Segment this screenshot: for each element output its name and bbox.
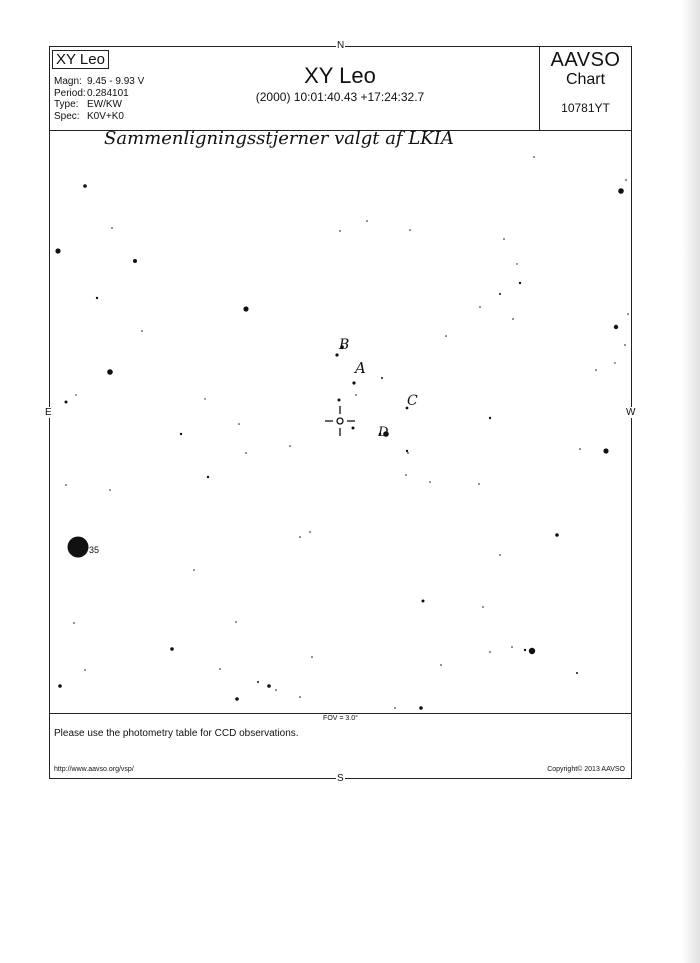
- field-star: [479, 306, 481, 308]
- field-star: [257, 681, 259, 683]
- field-star: [309, 531, 311, 533]
- field-star: [511, 646, 513, 648]
- field-star: [627, 313, 629, 315]
- chart-footer: [50, 713, 631, 779]
- field-star: [576, 672, 578, 674]
- field-star: [238, 423, 240, 425]
- comparison-star-b: [335, 353, 338, 356]
- field-star: [111, 227, 113, 229]
- field-star: [245, 452, 247, 454]
- field-star: [170, 647, 174, 651]
- chart-coordinates: (2000) 10:01:40.43 +17:24:32.7: [255, 90, 425, 104]
- ccd-note: Please use the photometry table for CCD observations.: [54, 728, 299, 739]
- field-star: [445, 335, 447, 337]
- field-star: [96, 297, 98, 299]
- field-star: [618, 188, 624, 194]
- star-field-svg: [50, 130, 631, 713]
- field-star: [193, 569, 195, 571]
- field-star: [419, 706, 423, 710]
- field-star: [65, 401, 68, 404]
- field-star: [84, 669, 86, 671]
- field-star: [555, 533, 559, 537]
- field-star: [366, 220, 368, 222]
- field-star: [204, 398, 205, 399]
- field-star: [405, 474, 407, 476]
- mag-label-35: 35: [89, 545, 100, 555]
- bright-star-35: [68, 537, 89, 558]
- field-star: [289, 445, 291, 447]
- comparison-label-b: B: [339, 337, 350, 353]
- field-star: [235, 621, 237, 623]
- field-star: [207, 476, 209, 478]
- star-name-box: XY Leo: [52, 50, 109, 69]
- comparison-label-c: C: [407, 393, 418, 409]
- field-star: [529, 648, 535, 654]
- field-star: [603, 448, 608, 453]
- info-magnitude: Magn: 9.45 - 9.93 V: [54, 76, 145, 87]
- field-star: [352, 427, 355, 430]
- handwritten-annotation: Sammenligningsstjerner valgt af LKIA: [104, 128, 454, 149]
- field-star: [499, 293, 501, 295]
- field-star: [478, 483, 480, 485]
- field-star: [338, 399, 341, 402]
- chart-word: Chart: [565, 71, 606, 88]
- field-star: [133, 259, 137, 263]
- field-star: [516, 263, 517, 264]
- compass-north: N: [337, 40, 345, 51]
- field-star: [595, 369, 597, 371]
- field-star: [180, 433, 182, 435]
- field-star: [58, 684, 62, 688]
- field-star: [489, 417, 491, 419]
- comparison-label-a: A: [355, 359, 366, 377]
- field-star: [489, 651, 491, 653]
- field-star: [524, 649, 526, 651]
- vsp-url[interactable]: http://www.aavso.org/vsp/: [54, 766, 134, 773]
- field-star: [440, 664, 442, 666]
- org-box: [539, 47, 631, 130]
- field-star: [406, 450, 408, 452]
- chart-header: [50, 47, 631, 131]
- field-star: [339, 230, 341, 232]
- field-star: [267, 684, 271, 688]
- scan-edge-shadow: [682, 0, 700, 963]
- field-star: [109, 489, 111, 491]
- field-star: [625, 179, 627, 181]
- field-star: [499, 554, 501, 556]
- chart-id: 10781YT: [561, 101, 610, 115]
- field-star: [482, 606, 484, 608]
- field-star: [355, 394, 357, 396]
- field-star: [141, 330, 143, 332]
- field-star: [83, 184, 87, 188]
- field-star: [614, 325, 618, 329]
- field-star: [107, 369, 113, 375]
- info-type: Type: EW/KW: [54, 99, 122, 110]
- chart-title: XY Leo: [304, 63, 376, 88]
- field-star: [503, 238, 505, 240]
- compass-west: W: [626, 407, 636, 418]
- field-star: [394, 707, 396, 709]
- org-name: AAVSO: [550, 49, 621, 71]
- info-period: Period:0.284101: [54, 87, 129, 99]
- field-star: [311, 656, 313, 658]
- comparison-star-a: [352, 381, 355, 384]
- field-star: [519, 282, 521, 284]
- field-star: [75, 394, 76, 395]
- field-star: [407, 452, 409, 454]
- field-star: [579, 448, 581, 450]
- field-star: [65, 484, 67, 486]
- info-spectrum: Spec: K0V+K0: [54, 110, 124, 122]
- field-star: [55, 248, 60, 253]
- field-star: [512, 318, 514, 320]
- field-star: [73, 622, 75, 624]
- finder-chart: [49, 46, 632, 779]
- field-star: [299, 696, 301, 698]
- field-star: [235, 697, 239, 701]
- compass-south: S: [337, 773, 344, 784]
- field-star: [614, 362, 615, 363]
- star-field: [50, 130, 631, 713]
- field-star: [409, 229, 411, 231]
- field-star: [422, 600, 425, 603]
- star-info: [54, 76, 144, 122]
- field-star: [299, 536, 301, 538]
- field-star: [533, 156, 535, 158]
- field-star: [275, 689, 277, 691]
- compass-east: E: [45, 407, 52, 418]
- field-star: [381, 377, 383, 379]
- field-star: [429, 481, 431, 483]
- copyright: Copyright© 2013 AAVSO: [547, 766, 625, 773]
- field-star: [219, 668, 221, 670]
- field-star: [243, 306, 248, 311]
- field-star: [624, 344, 626, 346]
- target-crosshair: [325, 406, 355, 436]
- fov-label: FOV = 3.0°: [323, 715, 358, 722]
- comparison-label-d: D: [378, 425, 389, 440]
